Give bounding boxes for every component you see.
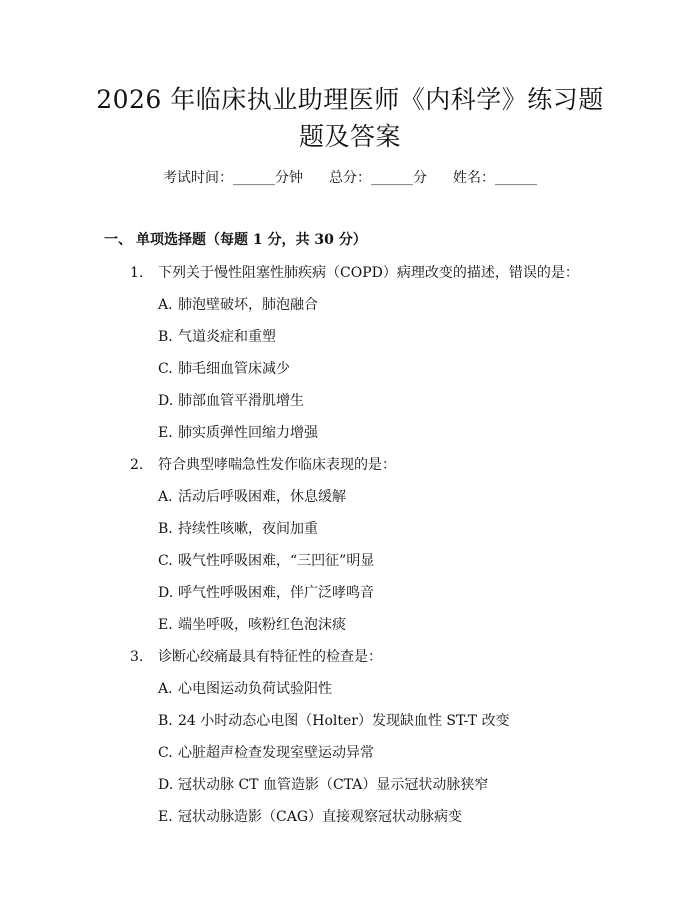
option-text: 24 小时动态心电图（Holter）发现缺血性 ST-T 改变 (178, 713, 510, 729)
question-3-option-e (158, 806, 462, 826)
option-text: 心电图运动负荷试验阳性 (178, 681, 332, 697)
question-text: 下列关于慢性阻塞性肺疾病（COPD）病理改变的描述，错误的是： (158, 265, 579, 281)
question-2-option-d (158, 582, 374, 602)
option-text: 气道炎症和重塑 (178, 329, 276, 345)
exam-meta (0, 167, 700, 187)
option-letter: C. (158, 361, 173, 377)
question-3-option-a (158, 678, 332, 698)
section-number: 一、 (104, 232, 132, 248)
option-letter: E. (158, 617, 173, 633)
question-3-option-b (158, 710, 510, 730)
question-1 (130, 262, 579, 282)
student-name-label: 姓名：______ (453, 170, 537, 186)
option-letter: C. (158, 745, 173, 761)
option-text: 端坐呼吸，咳粉红色泡沫痰 (178, 617, 346, 633)
question-number: 1. (130, 265, 144, 281)
question-2-option-c (158, 550, 374, 570)
option-text: 肺毛细血管床减少 (178, 361, 290, 377)
question-2-option-e (158, 614, 346, 634)
option-letter: B. (158, 521, 173, 537)
option-text: 持续性咳嗽，夜间加重 (178, 521, 318, 537)
option-text: 呼气性呼吸困难，伴广泛哮鸣音 (178, 585, 374, 601)
question-1-option-e (158, 422, 318, 442)
option-text: 肺泡壁破坏，肺泡融合 (178, 297, 318, 313)
question-text: 诊断心绞痛最具有特征性的检查是： (158, 649, 382, 665)
section-title: 单项选择题（每题 1 分，共 30 分） (136, 232, 367, 248)
question-3-option-c (158, 742, 374, 762)
option-letter: D. (158, 393, 174, 409)
option-letter: A. (158, 489, 173, 505)
question-1-option-c (158, 358, 290, 378)
option-letter: D. (158, 585, 174, 601)
option-letter: B. (158, 713, 173, 729)
option-letter: A. (158, 681, 173, 697)
question-1-option-b (158, 326, 276, 346)
total-score-label: 总分：______分 (329, 170, 427, 186)
question-text: 符合典型哮喘急性发作临床表现的是： (158, 457, 396, 473)
option-letter: E. (158, 809, 173, 825)
option-text: 心脏超声检查发现室壁运动异常 (178, 745, 374, 761)
question-number: 3. (130, 649, 144, 665)
question-1-option-a (158, 294, 318, 314)
page-title-line1: 2026 年临床执业助理医师《内科学》练习题 (96, 85, 604, 114)
question-number: 2. (130, 457, 144, 473)
option-letter: C. (158, 553, 173, 569)
section-heading (104, 229, 367, 249)
option-text: 肺实质弹性回缩力增强 (178, 425, 318, 441)
option-text: 活动后呼吸困难，休息缓解 (178, 489, 346, 505)
page-title-line2: 题及答案 (298, 122, 401, 151)
question-2-option-a (158, 486, 346, 506)
option-text: 肺部血管平滑肌增生 (178, 393, 304, 409)
question-3-option-d (158, 774, 488, 794)
option-text: 吸气性呼吸困难，“三凹征”明显 (178, 553, 375, 569)
option-text: 冠状动脉造影（CAG）直接观察冠状动脉病变 (178, 809, 463, 825)
option-text: 冠状动脉 CT 血管造影（CTA）显示冠状动脉狭窄 (178, 777, 489, 793)
question-3 (130, 646, 382, 666)
question-2 (130, 454, 396, 474)
option-letter: B. (158, 329, 173, 345)
question-2-option-b (158, 518, 318, 538)
question-1-option-d (158, 390, 304, 410)
exam-time-label: 考试时间：______分钟 (163, 170, 303, 186)
option-letter: E. (158, 425, 173, 441)
option-letter: D. (158, 777, 174, 793)
option-letter: A. (158, 297, 173, 313)
